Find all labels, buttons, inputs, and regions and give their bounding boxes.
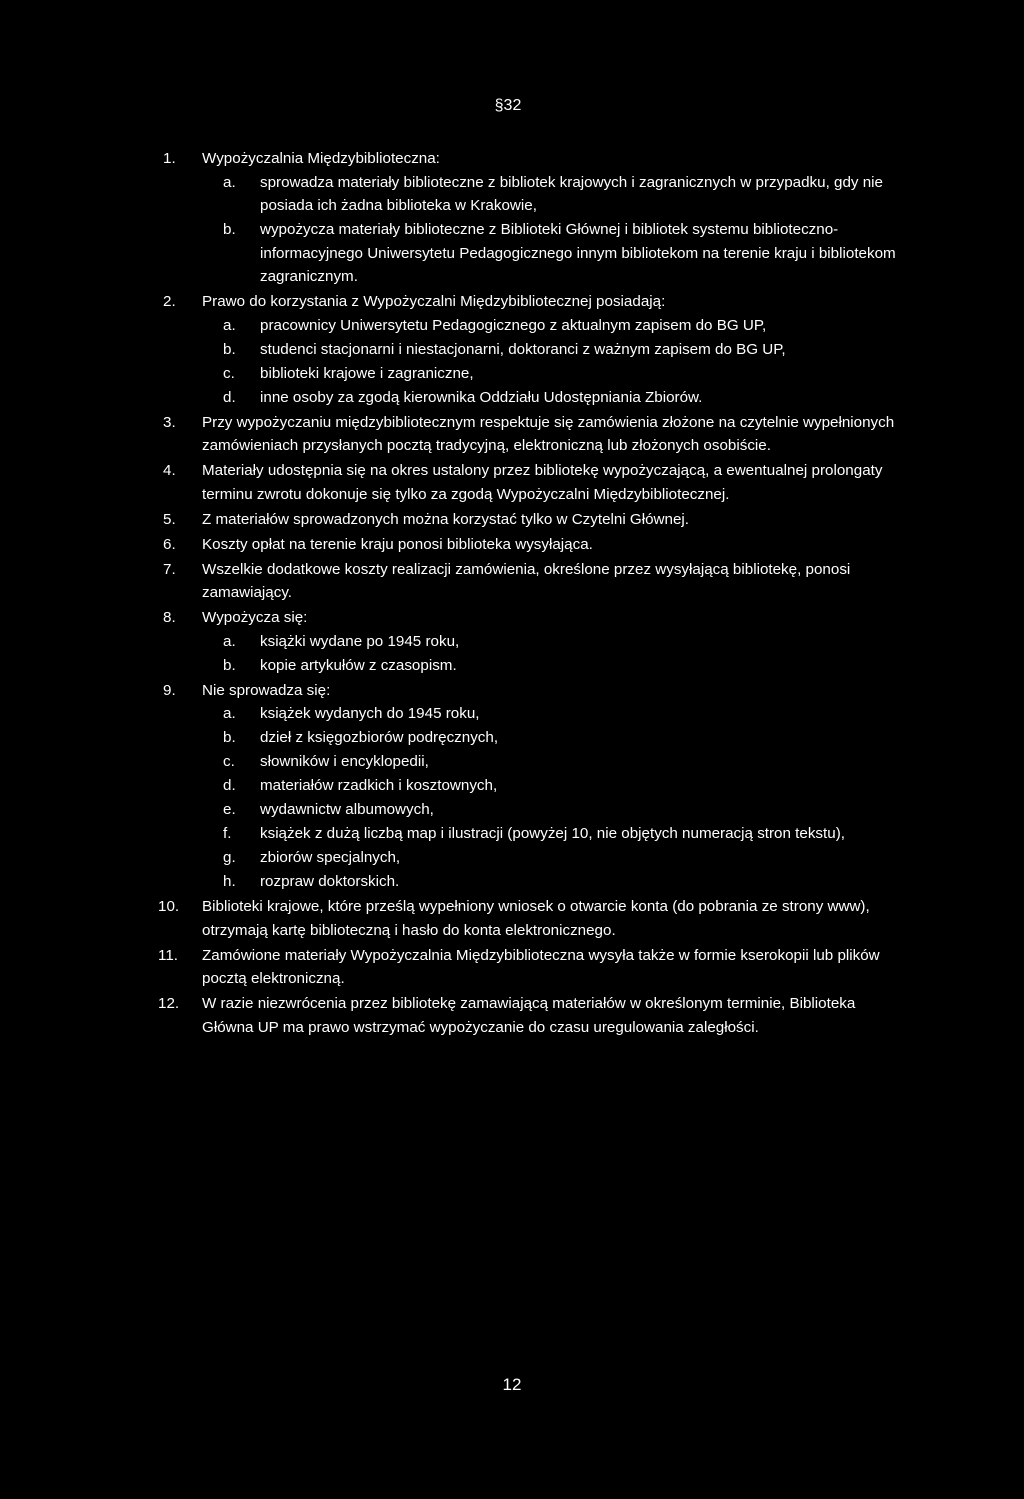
regulation-item [163, 459, 903, 506]
sub-item-letter: h. [223, 873, 236, 890]
sub-item [223, 314, 903, 338]
sub-item-text: rozpraw doktorskich. [260, 873, 400, 890]
sub-item-text: zbiorów specjalnych, [260, 849, 401, 866]
regulation-item [163, 508, 903, 532]
sub-item [223, 171, 903, 218]
regulation-item [163, 290, 903, 409]
sub-item-text: studenci stacjonarni i niestacjonarni, doktoranci z ważnym zapisem do BG UP, [260, 340, 786, 358]
sub-item [223, 338, 903, 362]
sub-item-letter: d. [223, 388, 236, 406]
regulation-item [163, 606, 903, 677]
sub-item-letter: b. [223, 729, 236, 746]
item-number: 11. [158, 946, 178, 964]
item-text: Zamówione materiały Wypożyczalnia Międzybiblioteczna wysyła także w formie kserokopii lub plików pocztą elektroniczną. [202, 946, 880, 987]
sub-item-text: sprowadza materiały biblioteczne z bibliotek krajowych i zagranicznych w przypadku, gdy nie posiada ich żadna biblioteka w Krakowie, [260, 173, 883, 214]
sub-item-text: inne osoby za zgodą kierownika Oddziału Udostępniania Zbiorów. [260, 388, 703, 406]
regulation-item [158, 895, 903, 942]
item-number: 2. [163, 293, 176, 310]
regulation-item [163, 147, 903, 289]
regulation-item [163, 533, 903, 557]
item-text: Materiały udostępnia się na okres ustalony przez bibliotekę wypożyczającą, a ewentualnej prolongaty terminu zwrotu dokonuje się tylko za zgodą Wypożyczalni Międzybibliotecznej. [202, 462, 883, 503]
item-number: 8. [163, 609, 176, 626]
sub-item-letter: a. [223, 173, 236, 191]
sub-item [223, 702, 903, 726]
sub-item [223, 386, 903, 410]
regulation-item [163, 411, 903, 458]
sub-list [202, 171, 903, 289]
item-number: 4. [163, 462, 176, 479]
item-number: 5. [163, 510, 176, 528]
sub-item-letter: b. [223, 221, 236, 238]
sub-item-text: wypożycza materiały biblioteczne z Biblioteki Głównej i bibliotek systemu biblioteczno-informacyjnego Uniwersytetu Pedagogicznego innym bibliotekom na terenie kraju i bibliotekom zagranicznym. [260, 221, 896, 285]
regulation-item [158, 992, 903, 1039]
sub-item-letter: e. [223, 801, 236, 818]
sub-item-text: dzieł z księgozbiorów podręcznych, [260, 729, 499, 746]
item-text: W razie niezwrócenia przez bibliotekę zamawiającą materiałów w określonym terminie, Biblioteka Główna UP ma prawo wstrzymać wypożyczanie do czasu uregulowania zaległości. [202, 995, 856, 1036]
sub-item-text: materiałów rzadkich i kosztownych, [260, 777, 498, 794]
item-text: Wszelkie dodatkowe koszty realizacji zamówienia, określone przez wysyłającą bibliotekę, ponosi zamawiający. [202, 560, 851, 601]
sub-item-text: książki wydane po 1945 roku, [260, 632, 460, 650]
item-text: Z materiałów sprowadzonych można korzystać tylko w Czytelni Głównej. [202, 510, 690, 528]
item-text: Nie sprowadza się: [202, 681, 331, 699]
regulation-item [163, 679, 903, 894]
sub-item-letter: g. [223, 849, 236, 866]
regulation-content [158, 147, 903, 1041]
item-text: Prawo do korzystania z Wypożyczalni Międzybibliotecznej posiadają: [202, 293, 666, 310]
regulation-item [158, 944, 903, 991]
sub-item-letter: c. [223, 364, 235, 382]
sub-item-text: pracownicy Uniwersytetu Pedagogicznego z aktualnym zapisem do BG UP, [260, 316, 767, 334]
item-number: 10. [158, 898, 180, 915]
sub-item [223, 798, 903, 822]
item-number: 12. [158, 995, 180, 1012]
item-text: Biblioteki krajowe, które prześlą wypełniony wniosek o otwarcie konta (do pobrania ze strony www), otrzymają kartę biblioteczną i hasło do konta elektronicznego. [202, 898, 870, 939]
item-number: 7. [163, 560, 176, 578]
sub-item-text: książek wydanych do 1945 roku, [260, 705, 480, 722]
sub-item [223, 362, 903, 386]
item-number: 1. [163, 150, 176, 167]
item-text: Wypożyczalnia Międzybiblioteczna: [202, 150, 440, 167]
sub-item [223, 750, 903, 774]
sub-item [223, 218, 903, 289]
sub-item-letter: b. [223, 656, 236, 674]
sub-item [223, 822, 903, 846]
regulation-list [158, 147, 903, 1039]
item-text: Wypożycza się: [202, 609, 308, 626]
sub-item [223, 726, 903, 750]
sub-item-text: książek z dużą liczbą map i ilustracji (powyżej 10, nie objętych numeracją stron tekstu), [260, 825, 845, 842]
sub-item-letter: f. [223, 825, 232, 842]
sub-item-letter: c. [223, 753, 235, 770]
item-text: Przy wypożyczaniu międzybibliotecznym respektuje się zamówienia złożone na czytelnie wypełnionych zamówieniach przysłanych pocztą tradycyjną, elektroniczną lub złożonych osobiście. [202, 413, 895, 454]
sub-item-text: słowników i encyklopedii, [260, 753, 429, 770]
sub-item-text: kopie artykułów z czasopism. [260, 656, 457, 674]
item-number: 3. [163, 413, 176, 431]
sub-item-text: wydawnictw albumowych, [260, 801, 434, 818]
sub-item [223, 774, 903, 798]
sub-list [202, 314, 903, 410]
sub-item-letter: d. [223, 777, 236, 794]
sub-item-letter: a. [223, 632, 236, 650]
sub-item-text: biblioteki krajowe i zagraniczne, [260, 364, 474, 382]
item-text: Koszty opłat na terenie kraju ponosi biblioteka wysyłająca. [202, 535, 593, 553]
sub-item [223, 870, 903, 894]
sub-item-letter: a. [223, 705, 236, 722]
sub-item [223, 654, 903, 678]
sub-item-letter: a. [223, 316, 236, 334]
page-number: 12 [502, 1375, 522, 1394]
sub-item-letter: b. [223, 340, 236, 358]
sub-list [202, 630, 903, 678]
item-number: 6. [163, 535, 176, 553]
regulation-item [163, 558, 903, 605]
sub-item [223, 630, 903, 654]
section-title: §32 [494, 97, 522, 114]
sub-item [223, 846, 903, 870]
item-number: 9. [163, 681, 176, 699]
sub-list [202, 702, 903, 894]
